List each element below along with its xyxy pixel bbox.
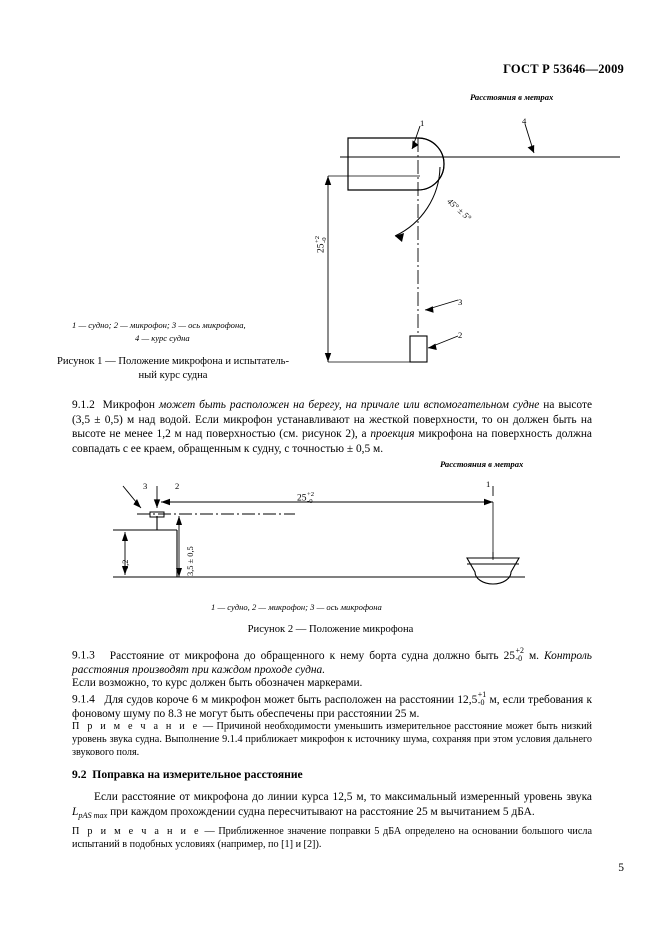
- note-2-text: — Приближенное значение поправки 5 дБА определено на основании большого числа испытаний в подобных условиях (например, по [1] и [2]).: [72, 826, 592, 851]
- figure-2-drawing: [95, 472, 535, 600]
- heading-9-2: [72, 768, 592, 783]
- figure1-callout-4: 4: [522, 116, 527, 126]
- note-1-text: — Причиной необходимости уменьшить измерительное расстояние может быть низкий уровень звука судна. Выполнение 9.1.4 приближает микрофон к источнику шума, сохраняя при этом условия дальнего звукового поля.: [72, 721, 592, 759]
- figure1-dimension-sub: -0: [320, 237, 328, 243]
- figure1-dimension-sup: +2: [314, 235, 321, 243]
- figure2-dimension: [297, 492, 314, 505]
- paragraph-9-1-2-text: Микрофон может быть расположен на берегу, на причале или вспомогательном судне на высоте (3,5 ± 0,5) м над водой. Если микрофон устанавливают на жесткой поверхности, то он должен быть на высоте не менее 1,2 м над поверхностью (см. рисунок 2), а проекция микрофона на поверхность должна совпадать с ее краем, обращенным к судну, с точностью ± 0,5 м.: [72, 399, 593, 455]
- page-header-standard: ГОСТ Р 53646—2009: [503, 62, 624, 76]
- note-2-label: П р и м е ч а н и е: [72, 826, 201, 837]
- figure2-callout-1: 1: [486, 479, 491, 489]
- note-1-label: П р и м е ч а н и е: [72, 721, 200, 732]
- figure2-small-label: 1,2: [121, 559, 130, 570]
- figure2-dimension-sub: -0: [307, 497, 313, 505]
- figure2-callout-3: 3: [143, 481, 148, 491]
- figure1-units-label: Расстояния в метрах: [470, 92, 554, 102]
- figure2-dimension-sup: +2: [307, 491, 315, 498]
- paragraph-9-1-3-number: 9.1.3: [72, 649, 95, 662]
- figure-1-drawing: [300, 104, 630, 384]
- figure1-callout-2: 2: [458, 330, 463, 340]
- paragraph-9-1-3-text: Расстояние от микрофона до обращенного к нему борта судна должно быть 25 +2 -0 м. Контроль расстояния производят при каждом проходе судна.: [72, 646, 592, 677]
- heading-9-2-text: Поправка на измерительное расстояние: [92, 768, 303, 781]
- figure1-legend-line1: 1 — судно; 2 — микрофон; 3 — ось микрофона,: [72, 320, 246, 330]
- paragraph-9-2: Если расстояние от микрофона до линии курса 12,5 м, то максимальный измеренный уровень звука $L_{pAS max}$ при каждом прохождении судна пересчитывают на расстояние 25 м вычитанием 5 дБА.: [72, 791, 592, 820]
- figure2-legend: 1 — судно, 2 — микрофон; 3 — ось микрофона: [211, 602, 382, 612]
- page-number: 5: [618, 862, 624, 874]
- paragraph-9-2-symbol: L: [72, 805, 79, 818]
- figure1-dimension: [315, 236, 328, 253]
- paragraph-9-1-4: [72, 691, 592, 722]
- figure2-dimension-value: 25: [297, 493, 307, 504]
- paragraph-9-1-2-number: 9.1.2: [72, 399, 95, 411]
- figure1-legend-line2: 4 — курс судна: [135, 333, 190, 343]
- figure1-callout-1: 1: [420, 118, 425, 128]
- paragraph-9-1-3-b: Если возможно, то курс должен быть обозначен маркерами.: [72, 677, 363, 689]
- paragraph-9-2-symbol-sub: pAS max: [78, 810, 108, 820]
- figure1-angle-label: 45° ± 5°: [445, 196, 474, 223]
- figure2-height-label: 3,5 ± 0,5: [186, 546, 195, 576]
- figure1-caption-line2: ный курс судна: [138, 370, 208, 381]
- figure1-caption-line1: Рисунок 1 — Положение микрофона и испытатель-: [56, 356, 289, 367]
- paragraph-9-1-4-number: 9.1.4: [72, 693, 95, 706]
- figure2-callout-2: 2: [175, 481, 180, 491]
- figure2-units-label: Расстояния в метрах: [440, 459, 524, 469]
- figure2-caption: Рисунок 2 — Положение микрофона: [247, 624, 414, 635]
- paragraph-9-1-2: [72, 398, 592, 456]
- figure1-callout-3: 3: [458, 297, 463, 307]
- note-2: [72, 825, 592, 851]
- note-1: [72, 720, 592, 760]
- paragraph-9-1-4-text: Для судов короче 6 м микрофон может быть расположен на расстоянии 12,5 +1 -0 м, если требования к фоновому шуму по 8.3 не могут быть обеспечены при расстоянии 25 м.: [72, 690, 592, 721]
- figure1-dimension-value: 25: [316, 243, 327, 253]
- heading-9-2-number: 9.2: [72, 768, 87, 781]
- paragraph-9-1-3: [72, 647, 592, 678]
